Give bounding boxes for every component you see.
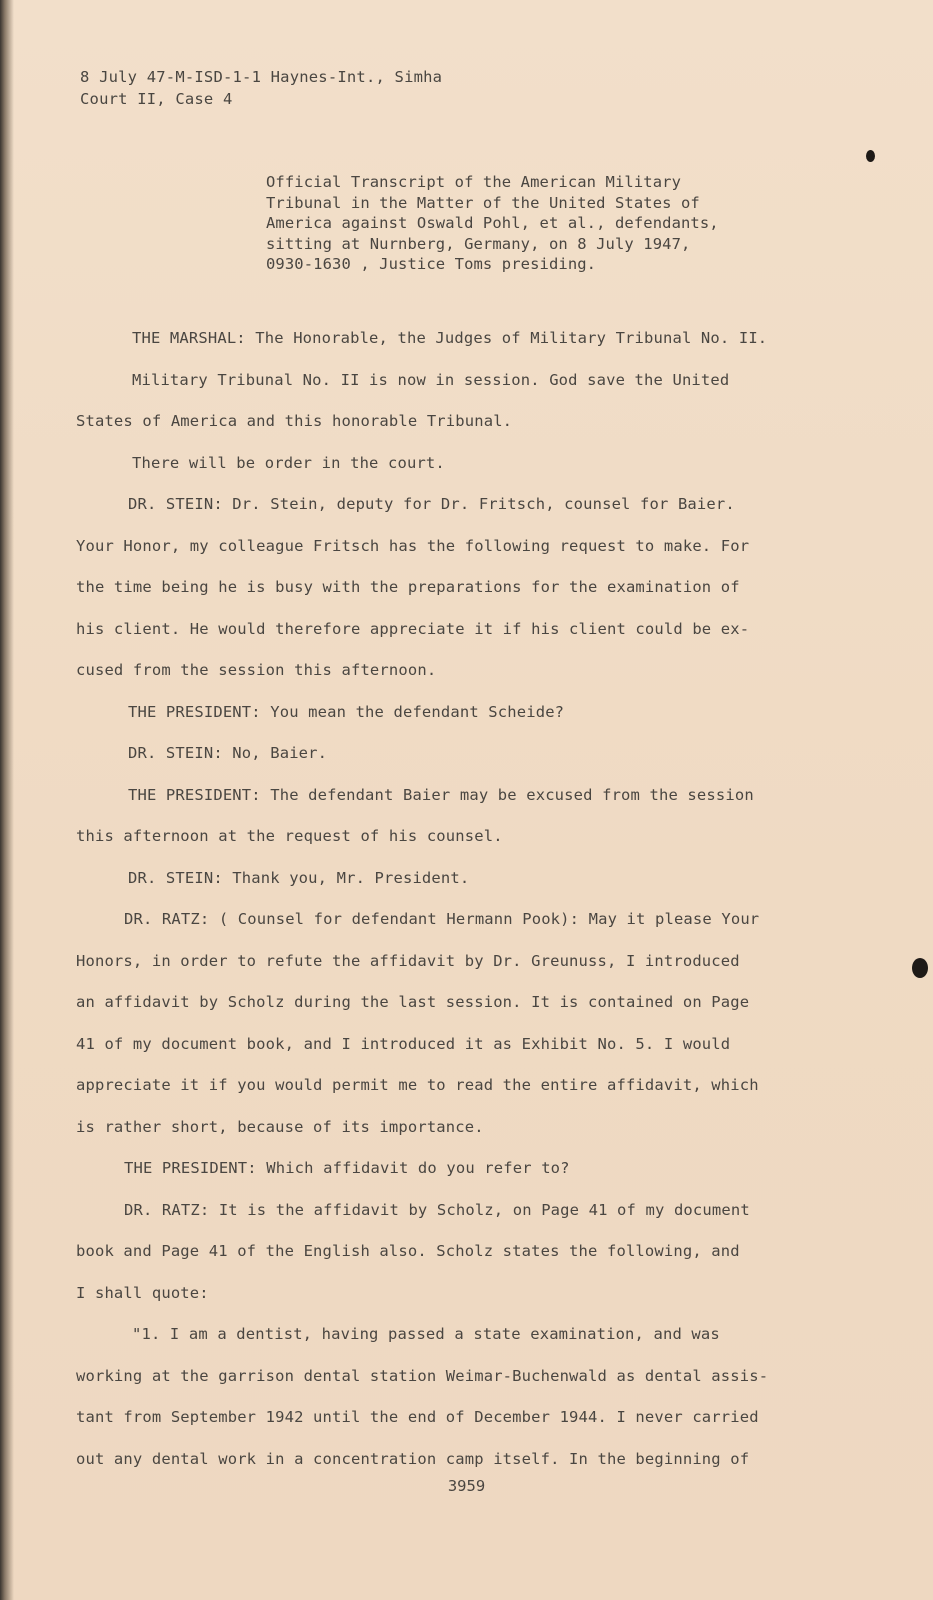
body-line: out any dental work in a concentration camp itself. In the beginning of — [76, 1449, 750, 1468]
title-line: America against Oswald Pohl, et al., defendants, — [266, 214, 719, 232]
body-line: DR. RATZ: It is the affidavit by Scholz, on Page 41 of my document — [124, 1200, 750, 1219]
body-line: I shall quote: — [76, 1283, 209, 1302]
body-line: the time being he is busy with the preparations for the examination of — [76, 578, 740, 596]
body-line: Military Tribunal No. II is now in session. God save the United — [132, 370, 730, 389]
transcript-header — [80, 66, 442, 110]
page-number: 3959 — [447, 1477, 486, 1495]
header-line-2: Court II, Case 4 — [80, 90, 233, 108]
body-line: is rather short, because of its importance. — [76, 1117, 484, 1136]
body-line: DR. STEIN: No, Baier. — [128, 744, 328, 762]
body-line: States of America and this honorable Tribunal. — [76, 412, 513, 430]
ink-blot-mark — [866, 150, 875, 162]
body-line: THE PRESIDENT: The defendant Baier may be excused from the session — [128, 785, 754, 804]
page-edge-shadow — [0, 0, 14, 1600]
transcript-title — [266, 172, 719, 275]
body-line: THE PRESIDENT: Which affidavit do you refer to? — [124, 1159, 570, 1177]
body-line: Honors, in order to refute the affidavit by Dr. Greunuss, I introduced — [76, 951, 740, 970]
body-line: his client. He would therefore appreciate it if his client could be ex- — [76, 619, 750, 638]
body-line: There will be order in the court. — [132, 453, 445, 472]
body-line: DR. STEIN: Thank you, Mr. President. — [128, 868, 470, 887]
body-line: DR. STEIN: Dr. Stein, deputy for Dr. Fritsch, counsel for Baier. — [128, 495, 735, 513]
transcript-body — [76, 318, 856, 1480]
ink-blot-mark — [912, 958, 928, 978]
body-line: an affidavit by Scholz during the last session. It is contained on Page — [76, 993, 750, 1011]
body-line: Your Honor, my colleague Fritsch has the following request to make. For — [76, 536, 750, 555]
body-line: THE PRESIDENT: You mean the defendant Scheide? — [128, 702, 565, 721]
body-line: book and Page 41 of the English also. Scholz states the following, and — [76, 1242, 740, 1260]
body-line: working at the garrison dental station Weimar-Buchenwald as dental assis- — [76, 1366, 769, 1385]
body-line: "1. I am a dentist, having passed a state examination, and was — [132, 1325, 720, 1343]
body-line: 41 of my document book, and I introduced it as Exhibit No. 5. I would — [76, 1034, 731, 1053]
body-line: this afternoon at the request of his counsel. — [76, 827, 503, 845]
title-line: Official Transcript of the American Military — [266, 173, 681, 191]
body-line: tant from September 1942 until the end of December 1944. I never carried — [76, 1408, 759, 1426]
body-line: appreciate it if you would permit me to read the entire affidavit, which — [76, 1076, 759, 1094]
body-line: DR. RATZ: ( Counsel for defendant Hermann Pook): May it please Your — [124, 910, 760, 928]
body-line: THE MARSHAL: The Honorable, the Judges of Military Tribunal No. II. — [132, 329, 768, 347]
title-line: 0930-1630 , Justice Toms presiding. — [266, 255, 597, 273]
body-line: cused from the session this afternoon. — [76, 661, 437, 679]
header-line-1: 8 July 47-M-ISD-1-1 Haynes-Int., Simha — [80, 68, 443, 86]
title-line: Tribunal in the Matter of the United States of — [266, 193, 700, 212]
title-line: sitting at Nurnberg, Germany, on 8 July 1947, — [266, 234, 691, 253]
